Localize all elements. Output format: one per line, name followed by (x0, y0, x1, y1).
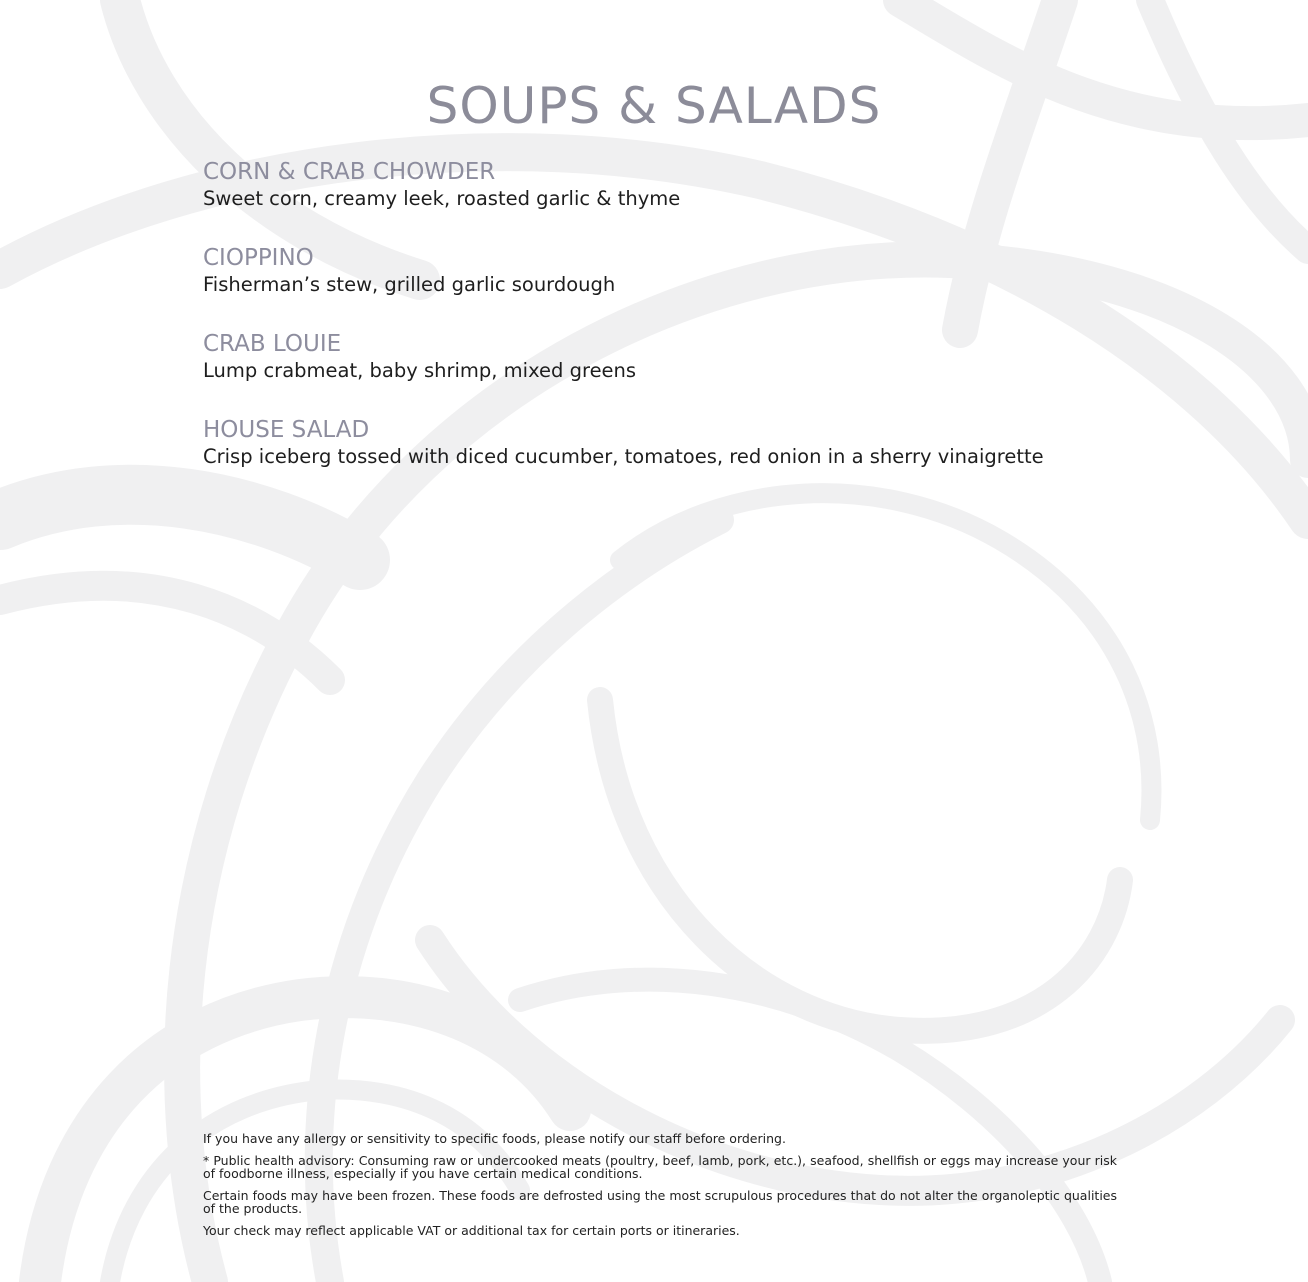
menu-item (203, 158, 1123, 212)
menu-item-description: Sweet corn, creamy leek, roasted garlic & thyme (203, 187, 681, 210)
menu-item (203, 244, 1123, 298)
allergy-notice: If you have any allergy or sensitivity to specific foods, please notify our staff before ordering. (203, 1131, 786, 1146)
health-advisory: * Public health advisory: Consuming raw or undercooked meats (poultry, beef, lamb, pork, etc.), seafood, shellfish or eggs may increase your risk of foodborne illness, especially if you have certain medical conditions. (203, 1153, 1117, 1181)
frozen-foods-notice: Certain foods may have been frozen. These foods are defrosted using the most scrupulous procedures that do not alter the organoleptic qualities of the products. (203, 1188, 1117, 1216)
tax-notice: Your check may reflect applicable VAT or additional tax for certain ports or itineraries. (203, 1223, 740, 1238)
menu-item-description: Lump crabmeat, baby shrimp, mixed greens (203, 359, 637, 382)
menu-item-name: CORN & CRAB CHOWDER (203, 159, 496, 185)
menu-item-name: HOUSE SALAD (203, 417, 370, 443)
menu-item (203, 416, 1123, 470)
menu-item-name: CRAB LOUIE (203, 331, 342, 357)
menu-item-description: Fisherman’s stew, grilled garlic sourdough (203, 273, 616, 296)
menu-item-description: Crisp iceberg tossed with diced cucumber, tomatoes, red onion in a sherry vinaigrette (203, 445, 1044, 468)
menu-list (203, 158, 1123, 502)
page-title: SOUPS & SALADS (426, 77, 882, 135)
menu-item (203, 330, 1123, 384)
footer-notices (203, 1132, 1117, 1246)
menu-item-name: CIOPPINO (203, 245, 314, 271)
